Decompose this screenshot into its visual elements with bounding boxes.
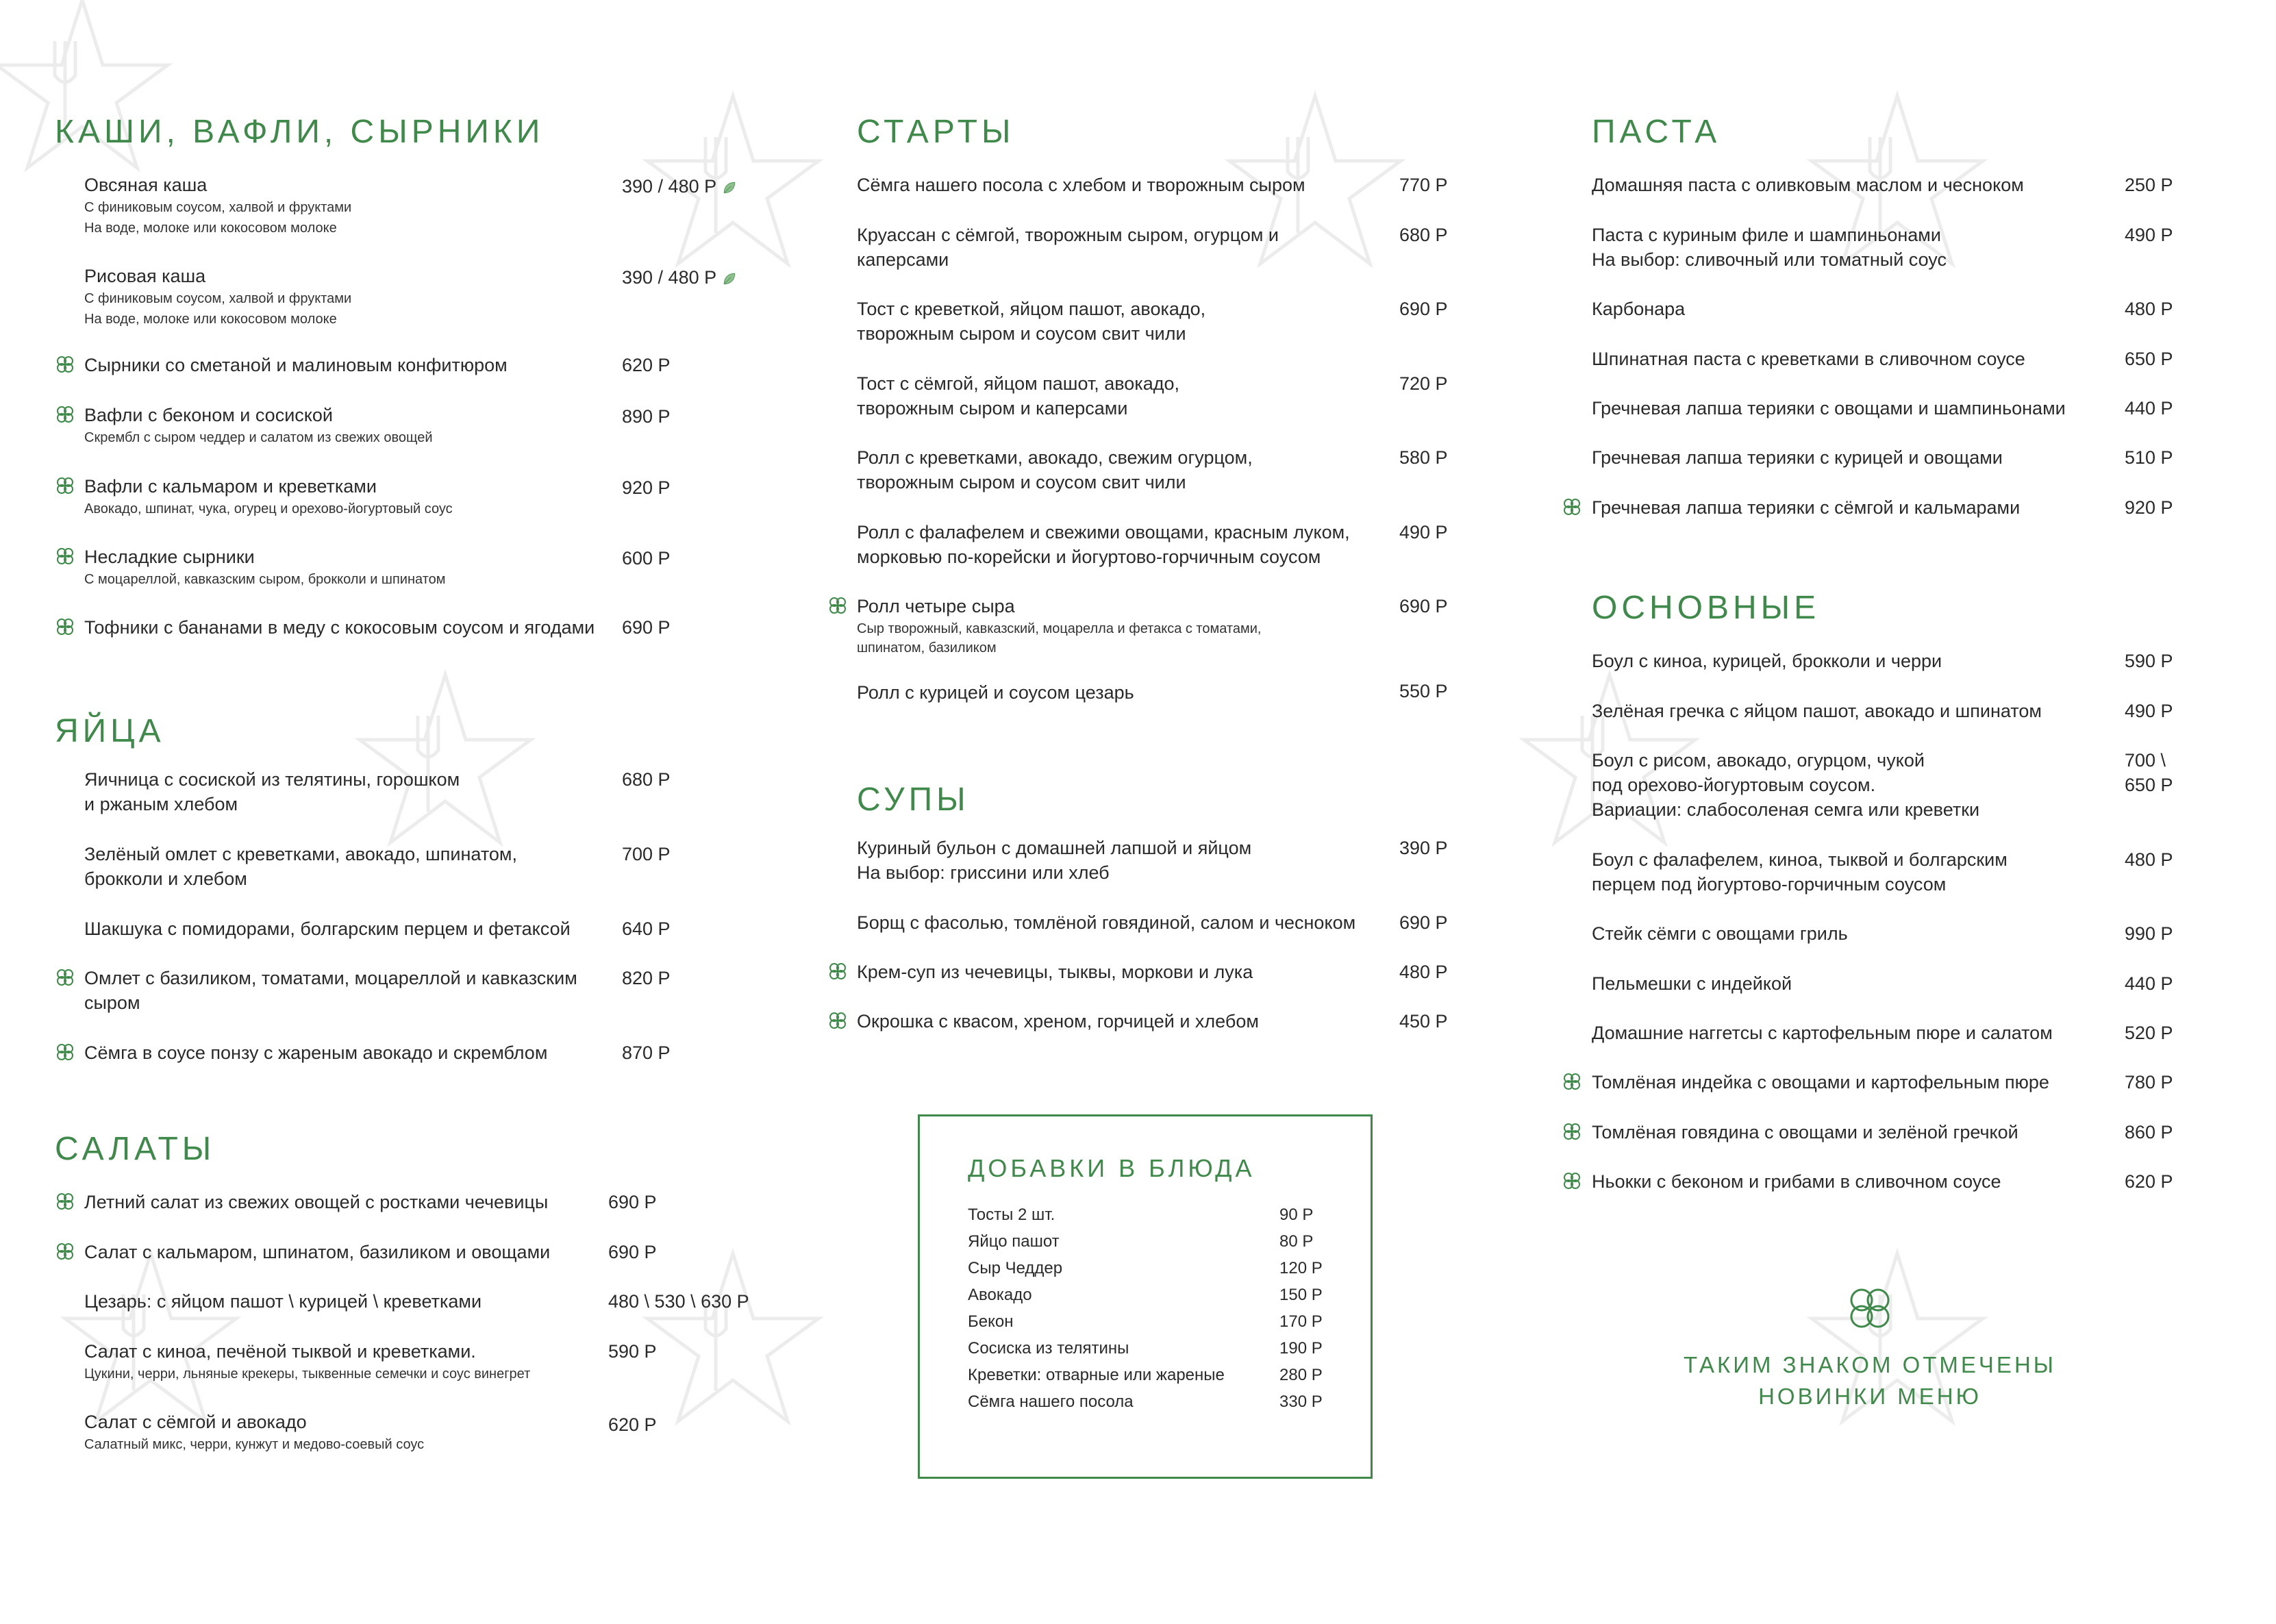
item-price: 600 Р	[622, 548, 671, 569]
menu-item	[827, 836, 1458, 890]
item-name: Овсяная каша	[84, 175, 208, 195]
item-price: 550 Р	[1399, 681, 1448, 701]
extras-row	[968, 1392, 1324, 1417]
new-item-icon	[827, 595, 848, 616]
item-name: Рисовая каша	[84, 266, 206, 286]
item-price: 700 Р	[622, 844, 671, 864]
item-name: Тофники с бананами в меду с кокосовым соусом и ягодами	[84, 617, 595, 638]
extras-name: Авокадо	[968, 1286, 1032, 1304]
item-price: 510 Р	[2125, 447, 2173, 468]
item-name: Ролл четыре сыра	[857, 596, 1015, 616]
item-price: 690 Р	[1399, 596, 1448, 616]
section-title: ОСНОВНЫЕ	[1592, 590, 1821, 626]
item-name: Летний салат из свежих овощей с ростками чечевицы	[84, 1192, 549, 1212]
section-pasta	[1562, 113, 2247, 538]
extras-name: Сосиска из телятины	[968, 1339, 1129, 1358]
menu-item	[1562, 396, 2247, 423]
extras-row	[968, 1259, 1324, 1284]
item-name-line3: Вариации: слабосоленая семга или креветки	[1592, 799, 1980, 820]
item-name: Гречневая лапша терияки с овощами и шампиньонами	[1592, 398, 2066, 419]
item-name: Гречневая лапша терияки с курицей и овощами	[1592, 447, 2003, 468]
item-price: 620 Р	[608, 1414, 657, 1435]
price-text: 390 / 480 Р	[622, 176, 717, 197]
menu-item	[55, 966, 767, 1021]
item-description: Салатный микс, черри, кунжут и медово-соевый соус	[84, 1437, 425, 1452]
menu-item	[1562, 699, 2247, 726]
item-name-line2: творожным сыром и каперсами	[857, 398, 1128, 419]
menu-item	[1562, 921, 2247, 949]
item-price: 580 Р	[1399, 447, 1448, 468]
section-porridge	[55, 113, 767, 661]
menu-item	[1562, 495, 2247, 523]
menu-item	[55, 842, 767, 897]
item-name: Боул с киноа, курицей, брокколи и черри	[1592, 651, 1942, 671]
item-name: Куриный бульон с домашней лапшой и яйцом	[857, 838, 1252, 858]
leaf-icon	[722, 271, 737, 286]
item-price: 680 Р	[1399, 225, 1448, 245]
menu-item	[55, 1410, 767, 1458]
new-item-icon	[55, 967, 75, 988]
menu-item	[1562, 297, 2247, 324]
item-description: С моцареллой, кавказским сыром, брокколи и шпинатом	[84, 572, 446, 587]
item-name: Домашняя паста с оливковым маслом и чесноком	[1592, 175, 2024, 195]
section-title: СУПЫ	[857, 782, 970, 818]
new-item-icon	[1562, 1071, 1582, 1092]
item-name: Карбонара	[1592, 299, 1686, 319]
menu-item	[55, 1289, 767, 1316]
section-title: ЯЙЦА	[55, 713, 165, 749]
menu-item	[1562, 1070, 2247, 1097]
item-name: Круассан с сёмгой, творожным сыром, огурцом и	[857, 225, 1279, 245]
item-price: 920 Р	[622, 477, 671, 498]
item-price: 680 Р	[622, 769, 671, 790]
section-title: СТАРТЫ	[857, 114, 1015, 150]
menu-item	[827, 520, 1458, 575]
item-name: Сырники со сметаной и малиновым конфитюром	[84, 355, 508, 375]
section-eggs	[55, 712, 767, 1082]
extras-title: ДОБАВКИ В БЛЮДА	[968, 1154, 1255, 1182]
item-price: 480 \ 530 \ 630 Р	[608, 1291, 749, 1312]
item-price: 590 Р	[608, 1341, 657, 1362]
legend-line: НОВИНКИ МЕНЮ	[1758, 1384, 1981, 1409]
item-name-line2: морковью по-корейски и йогуртово-горчичным соусом	[857, 547, 1321, 567]
item-name: Домашние наггетсы с картофельным пюре и салатом	[1592, 1023, 2053, 1043]
new-item-flower-icon	[1842, 1281, 1897, 1336]
item-description: шпинатом, базиликом	[857, 640, 997, 655]
item-name: Ролл с креветками, авокадо, свежим огурцом,	[857, 447, 1253, 468]
item-price: 450 Р	[1399, 1011, 1448, 1032]
menu-item	[55, 403, 767, 458]
section-starters	[827, 113, 1458, 716]
section-salads	[55, 1130, 767, 1486]
menu-item	[55, 1339, 767, 1387]
menu-item	[55, 353, 767, 380]
item-price	[622, 174, 737, 199]
menu-item	[55, 474, 767, 529]
extras-price: 190 Р	[1279, 1339, 1323, 1358]
new-item-icon	[55, 404, 75, 425]
item-price: 640 Р	[622, 919, 671, 939]
menu-item	[84, 173, 769, 248]
price-text: 390 / 480 Р	[622, 267, 717, 288]
new-item-icon	[1562, 1121, 1582, 1142]
item-name-line2: На выбор: сливочный или томатный соус	[1592, 249, 1947, 270]
item-name: Ньокки с беконом и грибами в сливочном соусе	[1592, 1171, 2001, 1192]
item-description: Цукини, черри, льняные крекеры, тыквенные семечки и соус винегрет	[84, 1366, 531, 1382]
item-name: Вафли с кальмаром и креветками	[84, 476, 377, 497]
item-price: 920 Р	[2125, 497, 2173, 518]
extras-row	[968, 1205, 1324, 1230]
item-price: 440 Р	[2125, 973, 2173, 994]
item-price: 690 Р	[1399, 299, 1448, 319]
item-name-line2: брокколи и хлебом	[84, 869, 247, 889]
item-name: Зелёный омлет с креветками, авокадо, шпинатом,	[84, 844, 517, 864]
section-soups	[827, 781, 1458, 1055]
item-name: Крем-суп из чечевицы, тыквы, моркови и лука	[857, 962, 1253, 982]
menu-item	[827, 594, 1458, 662]
item-name: Боул с рисом, авокадо, огурцом, чукой	[1592, 750, 1925, 771]
extras-price: 90 Р	[1279, 1205, 1314, 1224]
item-price: 480 Р	[2125, 849, 2173, 870]
item-name-line2: и ржаным хлебом	[84, 794, 238, 814]
item-price: 890 Р	[622, 406, 671, 427]
legend-text	[1671, 1349, 2068, 1412]
menu-item	[1562, 748, 2247, 823]
item-name: Ролл с курицей и соусом цезарь	[857, 682, 1134, 703]
menu-item	[55, 1040, 767, 1068]
menu-item	[55, 767, 767, 822]
menu-item	[1562, 223, 2247, 277]
item-price: 440 Р	[2125, 398, 2173, 419]
item-price: 690 Р	[1399, 912, 1448, 933]
section-mains	[1562, 589, 2247, 1205]
new-item-icon	[55, 546, 75, 566]
extras-price: 330 Р	[1279, 1392, 1323, 1411]
extras-row	[968, 1339, 1324, 1364]
item-name: Шпинатная паста с креветками в сливочном соусе	[1592, 349, 2025, 369]
item-name-line2: перцем под йогуртово-горчичным соусом	[1592, 874, 1947, 895]
item-name-line2: На выбор: гриссини или хлеб	[857, 862, 1110, 883]
extras-row	[968, 1232, 1324, 1257]
item-name-line2: творожным сыром и соусом свит чили	[857, 323, 1186, 344]
menu-item	[1562, 971, 2247, 999]
new-item-icon	[55, 1241, 75, 1262]
new-item-icon	[55, 354, 75, 375]
item-name-line2: каперсами	[857, 249, 949, 270]
item-price: 990 Р	[2125, 923, 2173, 944]
item-description: Скрембл с сыром чеддер и салатом из свежих овощей	[84, 430, 433, 445]
extras-name: Бекон	[968, 1312, 1014, 1331]
new-item-icon	[827, 961, 848, 982]
new-item-icon	[55, 475, 75, 496]
new-item-icon	[1562, 1171, 1582, 1191]
item-price: 620 Р	[622, 355, 671, 375]
item-description: На воде, молоке или кокосовом молоке	[84, 221, 337, 236]
item-price: 870 Р	[622, 1042, 671, 1063]
menu-item	[55, 916, 767, 944]
extras-name: Сыр Чеддер	[968, 1259, 1063, 1277]
item-name: Зелёная гречка с яйцом пашот, авокадо и шпинатом	[1592, 701, 2042, 721]
extras-box	[918, 1114, 1373, 1479]
item-name: Боул с фалафелем, киноа, тыквой и болгарским	[1592, 849, 2008, 870]
item-name: Паста с куриным филе и шампиньонами	[1592, 225, 1941, 245]
menu-item	[55, 615, 767, 642]
menu-item	[1562, 173, 2247, 200]
menu-item	[827, 445, 1458, 500]
menu-item	[1562, 649, 2247, 676]
item-description: С финиковым соусом, халвой и фруктами	[84, 200, 352, 215]
item-name-line2: творожным сыром и соусом свит чили	[857, 472, 1186, 492]
extras-name: Яйцо пашот	[968, 1232, 1060, 1251]
item-name: Яичница с сосиской из телятины, горошком	[84, 769, 460, 790]
item-description: С финиковым соусом, халвой и фруктами	[84, 291, 352, 306]
item-name: Омлет с базиликом, томатами, моцареллой и кавказским	[84, 968, 577, 988]
item-price: 590 Р	[2125, 651, 2173, 671]
item-name: Салат с сёмгой и авокадо	[84, 1412, 307, 1432]
menu-item	[827, 960, 1458, 987]
extras-name: Сёмга нашего посола	[968, 1392, 1134, 1411]
extras-name: Тосты 2 шт.	[968, 1205, 1055, 1224]
menu-item	[827, 223, 1458, 277]
item-name-line2: сыром	[84, 992, 140, 1013]
item-name: Шакшука с помидорами, болгарским перцем и фетаксой	[84, 919, 571, 939]
item-description: Авокадо, шпинат, чука, огурец и орехово-йогуртовый соус	[84, 501, 453, 516]
item-name: Стейк сёмги с овощами гриль	[1592, 923, 1848, 944]
menu-item	[55, 1240, 767, 1267]
item-price-alt: 650 Р	[2125, 775, 2173, 795]
item-name: Ролл с фалафелем и свежими овощами, красным луком,	[857, 522, 1350, 542]
menu-item	[1562, 847, 2247, 902]
menu-item	[827, 173, 1458, 200]
item-description: На воде, молоке или кокосовом молоке	[84, 312, 337, 327]
menu-item	[1562, 1021, 2247, 1048]
item-price: 780 Р	[2125, 1072, 2173, 1092]
extras-row	[968, 1312, 1324, 1337]
item-name: Несладкие сырники	[84, 547, 255, 567]
item-price: 250 Р	[2125, 175, 2173, 195]
section-title: ПАСТА	[1592, 114, 1721, 150]
extras-price: 80 Р	[1279, 1232, 1314, 1251]
item-name: Сёмга нашего посола с хлебом и творожным сыром	[857, 175, 1305, 195]
new-item-icon	[55, 616, 75, 637]
new-item-icon	[55, 1191, 75, 1212]
item-name: Пельмешки с индейкой	[1592, 973, 1792, 994]
item-name: Цезарь: с яйцом пашот \ курицей \ креветками	[84, 1291, 482, 1312]
item-price: 480 Р	[1399, 962, 1448, 982]
new-items-legend	[1671, 1281, 2068, 1418]
item-price: 490 Р	[1399, 522, 1448, 542]
menu-item	[1562, 347, 2247, 374]
item-name: Салат с кальмаром, шпинатом, базиликом и овощами	[84, 1242, 551, 1262]
menu-item	[1562, 1120, 2247, 1147]
menu-item	[1562, 1169, 2247, 1197]
item-name: Вафли с беконом и сосиской	[84, 405, 333, 425]
extras-price: 150 Р	[1279, 1286, 1323, 1304]
item-price: 480 Р	[2125, 299, 2173, 319]
menu-item	[55, 1190, 767, 1217]
menu-item	[827, 680, 1458, 708]
item-name: Гречневая лапша терияки с сёмгой и кальмарами	[1592, 497, 2021, 518]
menu-item	[827, 297, 1458, 351]
legend-line: ТАКИМ ЗНАКОМ ОТМЕЧЕНЫ	[1683, 1352, 2056, 1377]
section-title: САЛАТЫ	[55, 1131, 216, 1167]
menu-item	[827, 910, 1458, 938]
extras-row	[968, 1366, 1324, 1390]
item-name-line2: под орехово-йогуртовым соусом.	[1592, 775, 1876, 795]
item-name: Томлёная говядина с овощами и зелёной гречкой	[1592, 1122, 2018, 1142]
item-description: Сыр творожный, кавказский, моцарелла и фетакса с томатами,	[857, 621, 1262, 636]
menu-item	[1562, 445, 2247, 473]
menu-item	[827, 371, 1458, 426]
extras-price: 280 Р	[1279, 1366, 1323, 1384]
item-price: 820 Р	[622, 968, 671, 988]
item-name: Тост с сёмгой, яйцом пашот, авокадо,	[857, 373, 1180, 394]
item-price: 690 Р	[622, 617, 671, 638]
new-item-icon	[1562, 497, 1582, 517]
item-name: Окрошка с квасом, хреном, горчицей и хлебом	[857, 1011, 1259, 1032]
item-name: Борщ с фасолью, томлёной говядиной, салом и чесноком	[857, 912, 1356, 933]
item-price: 690 Р	[608, 1242, 657, 1262]
extras-row	[968, 1286, 1324, 1310]
menu-item	[827, 1009, 1458, 1036]
item-price	[622, 265, 737, 290]
new-item-icon	[827, 1010, 848, 1031]
item-price: 690 Р	[608, 1192, 657, 1212]
item-name: Сёмга в соусе понзу с жареным авокадо и скремблом	[84, 1042, 548, 1063]
item-price: 620 Р	[2125, 1171, 2173, 1192]
item-price: 700 \	[2125, 750, 2166, 771]
item-name: Салат с киноа, печёной тыквой и креветками.	[84, 1341, 476, 1362]
item-price: 860 Р	[2125, 1122, 2173, 1142]
item-name: Тост с креветкой, яйцом пашот, авокадо,	[857, 299, 1206, 319]
item-price: 490 Р	[2125, 701, 2173, 721]
item-price: 720 Р	[1399, 373, 1448, 394]
item-price: 490 Р	[2125, 225, 2173, 245]
item-price: 770 Р	[1399, 175, 1448, 195]
menu-item	[84, 264, 769, 339]
leaf-icon	[722, 180, 737, 195]
section-title: КАШИ, ВАФЛИ, СЫРНИКИ	[55, 114, 545, 150]
item-price: 650 Р	[2125, 349, 2173, 369]
item-price: 520 Р	[2125, 1023, 2173, 1043]
extras-name: Креветки: отварные или жареные	[968, 1366, 1225, 1384]
item-name: Томлёная индейка с овощами и картофельным пюре	[1592, 1072, 2049, 1092]
new-item-icon	[55, 1042, 75, 1062]
extras-price: 120 Р	[1279, 1259, 1323, 1277]
menu-item	[55, 545, 767, 599]
item-price: 390 Р	[1399, 838, 1448, 858]
extras-price: 170 Р	[1279, 1312, 1323, 1331]
